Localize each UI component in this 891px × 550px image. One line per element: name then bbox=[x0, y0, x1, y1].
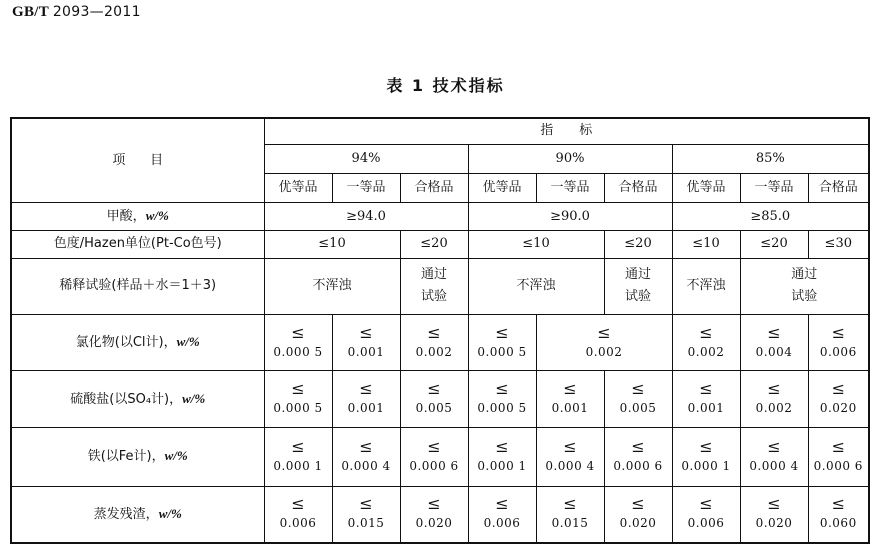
value-cell: ≤ 0.000 5 bbox=[264, 371, 332, 428]
value-cell: ≤ 0.006 bbox=[672, 486, 740, 543]
row-residue bbox=[11, 486, 869, 543]
value-cell: ≤ 0.004 bbox=[740, 314, 808, 371]
value-cell: ≤ 0.000 1 bbox=[672, 428, 740, 487]
value-cell: ≥90.0 bbox=[468, 203, 672, 230]
value-cell: ≤ 0.000 5 bbox=[264, 314, 332, 371]
grade-qualified: 合格品 bbox=[604, 174, 672, 203]
label-sulfate: 硫酸盐(以SO₄计)，w/% bbox=[11, 371, 264, 428]
value-cell: ≤ 0.002 bbox=[536, 314, 672, 371]
table-caption: 表 1 技术指标 bbox=[386, 76, 505, 95]
label-residue: 蒸发残渣，w/% bbox=[11, 486, 264, 543]
value-cell: ≤ 0.006 bbox=[808, 314, 869, 371]
grade-superior: 优等品 bbox=[264, 174, 332, 203]
value-cell: ≤10 bbox=[468, 230, 604, 258]
grade-superior: 优等品 bbox=[468, 174, 536, 203]
header-indicator: 指标 bbox=[264, 118, 869, 144]
value-cell: ≤ 0.006 bbox=[468, 486, 536, 543]
value-cell: ≤ 0.020 bbox=[740, 486, 808, 543]
header-item: 项 目 bbox=[11, 118, 264, 203]
value-cell: ≤ 0.000 1 bbox=[468, 428, 536, 487]
value-cell: ≤ 0.060 bbox=[808, 486, 869, 543]
grade-first: 一等品 bbox=[536, 174, 604, 203]
value-cell: ≤ 0.002 bbox=[672, 314, 740, 371]
value-cell: ≤ 0.002 bbox=[740, 371, 808, 428]
grade-first: 一等品 bbox=[740, 174, 808, 203]
value-cell: ≥85.0 bbox=[672, 203, 869, 230]
row-iron bbox=[11, 428, 869, 487]
label-chloride: 氯化物(以Cl计)，w/% bbox=[11, 314, 264, 371]
grade-superior: 优等品 bbox=[672, 174, 740, 203]
label-iron: 铁(以Fe计)，w/% bbox=[11, 428, 264, 487]
header-conc-94: 94% bbox=[264, 144, 468, 173]
value-cell: ≤ 0.020 bbox=[808, 371, 869, 428]
label-color: 色度/Hazen单位(Pt-Co色号) bbox=[11, 230, 264, 258]
row-color bbox=[11, 230, 869, 258]
value-cell: ≤ 0.006 bbox=[264, 486, 332, 543]
value-cell: ≤ 0.002 bbox=[400, 314, 468, 371]
value-cell: ≤ 0.001 bbox=[672, 371, 740, 428]
row-dilution bbox=[11, 259, 869, 315]
value-cell: ≤20 bbox=[400, 230, 468, 258]
value-not-turbid: 不浑浊 bbox=[672, 259, 740, 315]
value-cell: ≤ 0.000 5 bbox=[468, 314, 536, 371]
label-dilution: 稀释试验(样品＋水＝1＋3) bbox=[11, 259, 264, 315]
standard-code bbox=[12, 4, 141, 21]
value-cell: ≤10 bbox=[672, 230, 740, 258]
value-cell: ≥94.0 bbox=[264, 203, 468, 230]
value-cell: ≤30 bbox=[808, 230, 869, 258]
value-cell: ≤ 0.000 4 bbox=[536, 428, 604, 487]
value-cell: ≤ 0.015 bbox=[536, 486, 604, 543]
value-cell: ≤ 0.000 1 bbox=[264, 428, 332, 487]
row-formic-acid bbox=[11, 203, 869, 230]
row-sulfate bbox=[11, 371, 869, 428]
label-formic-acid: 甲酸，w/% bbox=[11, 203, 264, 230]
value-cell: ≤20 bbox=[604, 230, 672, 258]
value-not-turbid: 不浑浊 bbox=[264, 259, 400, 315]
value-cell: ≤ 0.001 bbox=[536, 371, 604, 428]
value-cell: ≤ 0.000 6 bbox=[604, 428, 672, 487]
value-cell: ≤ 0.001 bbox=[332, 371, 400, 428]
grade-qualified: 合格品 bbox=[400, 174, 468, 203]
technical-indicators-table bbox=[10, 117, 870, 544]
header-conc-90: 90% bbox=[468, 144, 672, 173]
standard-code-prefix: GB/T bbox=[12, 4, 49, 20]
value-cell: ≤ 0.000 4 bbox=[740, 428, 808, 487]
value-cell: ≤ 0.015 bbox=[332, 486, 400, 543]
value-not-turbid: 不浑浊 bbox=[468, 259, 604, 315]
value-cell: ≤20 bbox=[740, 230, 808, 258]
value-cell: ≤ 0.005 bbox=[604, 371, 672, 428]
value-cell: ≤10 bbox=[264, 230, 400, 258]
grade-qualified: 合格品 bbox=[808, 174, 869, 203]
value-cell: ≤ 0.000 4 bbox=[332, 428, 400, 487]
value-pass-test: 通过 试验 bbox=[400, 259, 468, 315]
value-cell: ≤ 0.000 6 bbox=[400, 428, 468, 487]
value-cell: ≤ 0.001 bbox=[332, 314, 400, 371]
value-cell: ≤ 0.020 bbox=[604, 486, 672, 543]
value-pass-test: 通过 试验 bbox=[740, 259, 869, 315]
value-cell: ≤ 0.020 bbox=[400, 486, 468, 543]
grade-first: 一等品 bbox=[332, 174, 400, 203]
row-chloride bbox=[11, 314, 869, 371]
value-cell: ≤ 0.000 6 bbox=[808, 428, 869, 487]
value-cell: ≤ 0.005 bbox=[400, 371, 468, 428]
value-pass-test: 通过 试验 bbox=[604, 259, 672, 315]
value-cell: ≤ 0.000 5 bbox=[468, 371, 536, 428]
standard-code-number: 2093—2011 bbox=[52, 4, 141, 20]
header-row-indicator bbox=[11, 118, 869, 144]
header-conc-85: 85% bbox=[672, 144, 869, 173]
